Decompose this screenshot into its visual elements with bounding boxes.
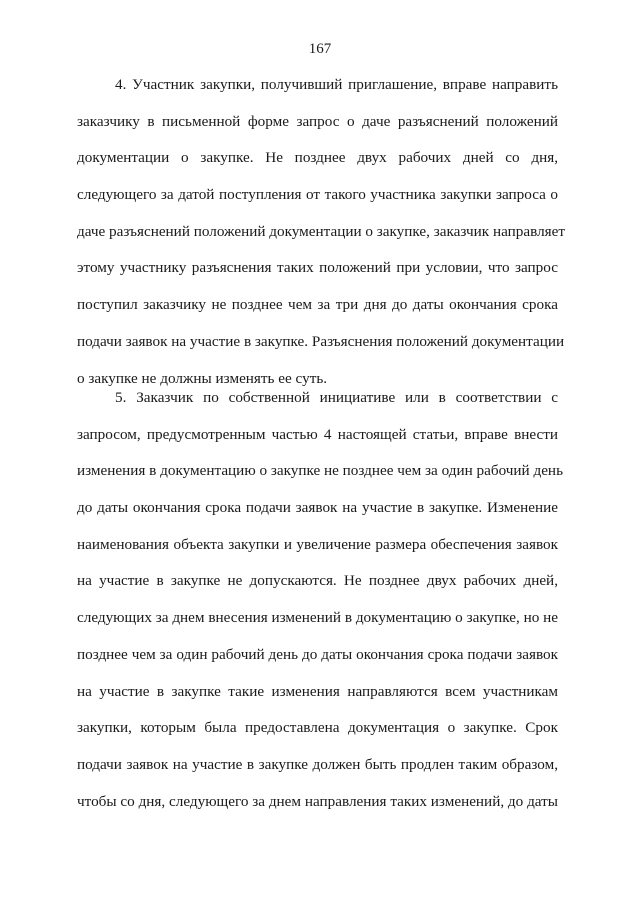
paragraph-line: следующего за датой поступления от такого участника закупки запроса о xyxy=(77,186,558,204)
paragraph-line: 4. Участник закупки, получивший приглашение, вправе направить xyxy=(115,76,558,93)
paragraph-line: 5. Заказчик по собственной инициативе или в соответствии с xyxy=(115,389,558,406)
paragraph-line: подачи заявок на участие в закупке. Разъяснения положений документации xyxy=(77,332,565,350)
paragraph-4 xyxy=(77,76,566,406)
paragraph-line: документации о закупке. Не позднее двух рабочих дней со дня, xyxy=(77,149,558,167)
paragraph-5 xyxy=(77,389,563,829)
page-number: 167 xyxy=(308,41,332,57)
paragraph-line: чтобы со дня, следующего за днем направления таких изменений, до даты xyxy=(77,792,558,810)
paragraph-line: на участие в закупке такие изменения направляются всем участникам xyxy=(77,682,558,700)
paragraph-line: на участие в закупке не допускаются. Не позднее двух рабочих дней, xyxy=(77,572,558,590)
paragraph-line: запросом, предусмотренным частью 4 настоящей статьи, вправе внести xyxy=(77,425,558,443)
paragraph-line: до даты окончания срока подачи заявок на участие в закупке. Изменение xyxy=(77,499,558,517)
paragraph-line: даче разъяснений положений документации о закупке, заказчик направляет xyxy=(77,222,566,240)
paragraph-line: закупки, которым была предоставлена документация о закупке. Срок xyxy=(77,719,558,737)
paragraph-line: о закупке не должны изменять ее суть. xyxy=(77,369,328,387)
paragraph-line: этому участнику разъяснения таких положений при условии, что запрос xyxy=(77,259,558,277)
paragraph-line: поступил заказчику не позднее чем за три дня до даты окончания срока xyxy=(77,296,558,314)
paragraph-line: заказчику в письменной форме запрос о даче разъяснений положений xyxy=(77,112,558,130)
paragraph-line: наименования объекта закупки и увеличение размера обеспечения заявок xyxy=(77,535,558,553)
paragraph-line: следующих за днем внесения изменений в документацию о закупке, но не xyxy=(77,609,558,627)
paragraph-line: изменения в документацию о закупке не позднее чем за один рабочий день xyxy=(77,462,563,480)
paragraph-line: позднее чем за один рабочий день до даты окончания срока подачи заявок xyxy=(77,645,558,663)
paragraph-line: подачи заявок на участие в закупке должен быть продлен таким образом, xyxy=(77,755,558,773)
